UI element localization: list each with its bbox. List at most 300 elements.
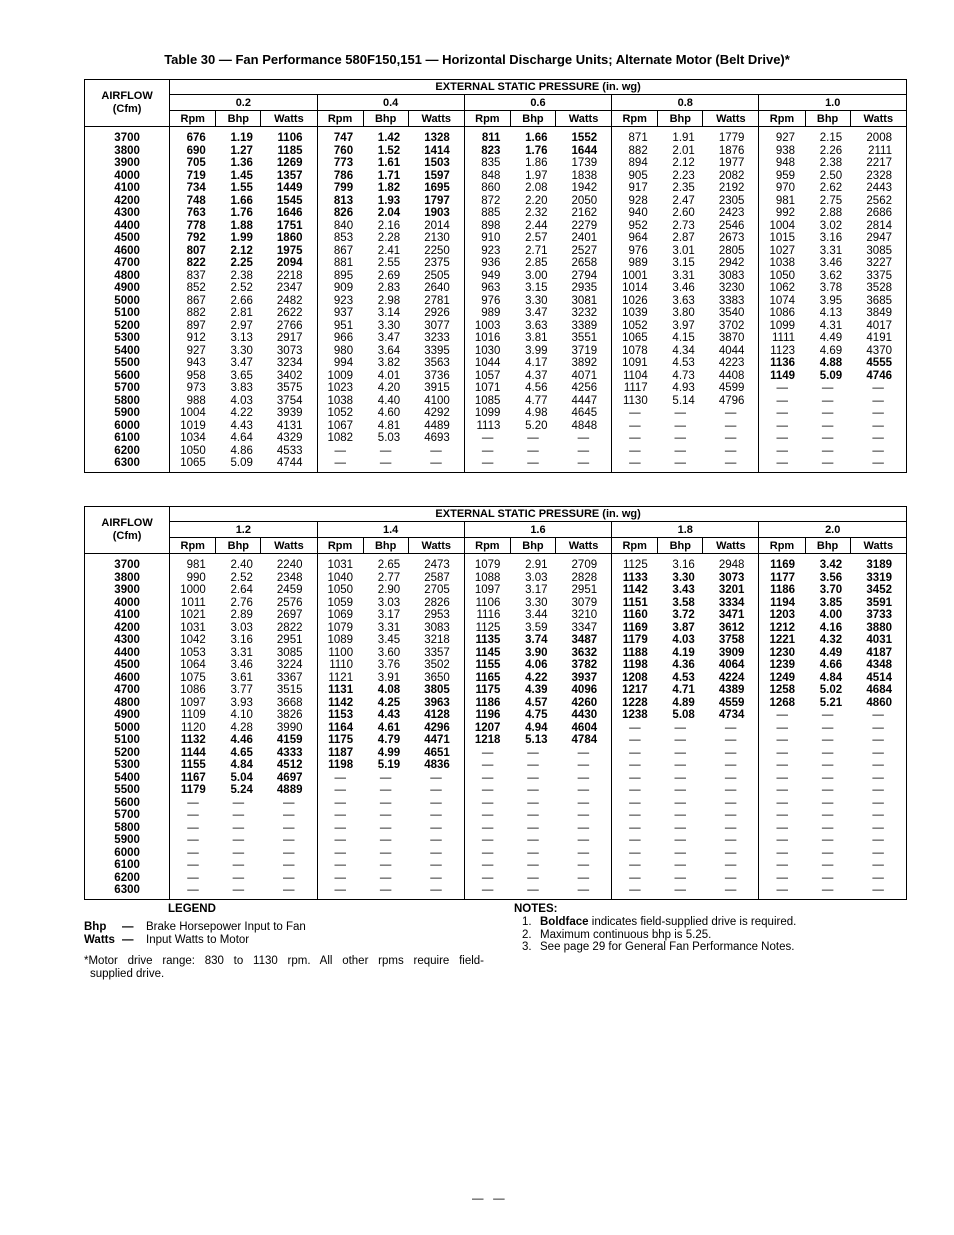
bhp-cell: 5.21 <box>819 696 843 709</box>
watts-cell: 3085 <box>866 244 892 257</box>
watts-cell: — <box>282 871 295 884</box>
bhp-cell: — <box>527 746 539 759</box>
watts-cell: 2328 <box>866 169 892 182</box>
rpm-cell: 837 <box>170 270 216 283</box>
rpm-cell: — <box>612 420 658 433</box>
rpm-cell: 872 <box>464 195 510 208</box>
rpm-cell: 1026 <box>612 295 658 308</box>
bhp-cell: 2.90 <box>377 584 401 596</box>
watts-cell: — <box>724 771 737 784</box>
watts-cell: 4447 <box>571 394 598 407</box>
page-number: — — <box>472 1193 505 1205</box>
rpm-cell: 976 <box>464 295 510 308</box>
bhp-cell: 4.15 <box>672 332 695 344</box>
watts-cell: — <box>872 771 884 784</box>
table-row <box>85 772 907 785</box>
watts-cell: 4223 <box>718 357 745 369</box>
bhp-cell: 3.31 <box>230 646 253 659</box>
bhp-cell: 3.30 <box>672 571 695 584</box>
bhp-cell: 1.42 <box>377 132 401 144</box>
rpm-cell: 867 <box>170 295 216 308</box>
table-row <box>85 220 907 233</box>
watts-cell: 4224 <box>718 671 745 684</box>
bhp-cell: 2.69 <box>377 269 401 282</box>
rpm-cell: 807 <box>170 245 216 258</box>
bhp-cell: 1.66 <box>230 194 253 207</box>
bhp-cell: — <box>674 859 687 871</box>
watts-cell: 4796 <box>718 394 745 407</box>
airflow-cell: 4900 <box>114 709 140 721</box>
watts-column-header: Watts <box>261 111 317 127</box>
rpm-cell: 823 <box>464 145 510 158</box>
rpm-cell: 852 <box>170 282 216 295</box>
rpm-cell: — <box>612 809 658 822</box>
rpm-cell: 676 <box>170 127 216 145</box>
rpm-cell: — <box>759 395 805 408</box>
rpm-cell: 1069 <box>317 609 363 622</box>
rpm-cell: 910 <box>464 232 510 245</box>
watts-cell: 3826 <box>276 709 303 721</box>
watts-cell: 2482 <box>276 294 303 307</box>
bhp-cell: 4.79 <box>377 734 401 746</box>
airflow-cell: 6200 <box>114 871 140 884</box>
bhp-cell: 3.31 <box>377 621 401 634</box>
watts-cell: 1751 <box>276 219 303 232</box>
bhp-cell: — <box>527 846 539 859</box>
watts-cell: 3736 <box>424 369 450 382</box>
legend <box>84 902 504 946</box>
bhp-column-header: Bhp <box>363 111 408 127</box>
airflow-cell: 4400 <box>114 219 140 232</box>
table-row <box>85 270 907 283</box>
bhp-cell: 3.46 <box>230 659 253 671</box>
rpm-cell: — <box>612 822 658 835</box>
watts-cell: 2473 <box>424 559 450 571</box>
bhp-cell: 2.91 <box>525 559 548 571</box>
bhp-cell: 3.46 <box>672 282 695 294</box>
bhp-cell: 3.99 <box>525 344 548 357</box>
rpm-cell: 981 <box>170 554 216 572</box>
rpm-cell: 867 <box>317 245 363 258</box>
bhp-column-header: Bhp <box>658 111 703 127</box>
rpm-cell: 1167 <box>170 772 216 785</box>
rpm-cell: 1238 <box>612 709 658 722</box>
watts-cell: 2162 <box>571 207 598 219</box>
watts-cell: 4604 <box>571 721 598 734</box>
bhp-cell: 4.34 <box>672 344 695 357</box>
rpm-cell: 989 <box>464 307 510 320</box>
watts-cell: 4512 <box>276 759 303 771</box>
airflow-cell: 5100 <box>114 307 140 319</box>
rpm-cell: — <box>612 884 658 899</box>
watts-cell: 3909 <box>718 646 745 659</box>
watts-cell: 3702 <box>718 319 745 332</box>
rpm-cell: — <box>464 834 510 847</box>
rpm-cell: 1125 <box>612 554 658 572</box>
rpm-cell: — <box>612 772 658 785</box>
rpm-cell: 822 <box>170 257 216 270</box>
rpm-cell: 1179 <box>612 634 658 647</box>
bhp-cell: — <box>821 419 834 432</box>
rpm-cell: 835 <box>464 157 510 170</box>
rpm-cell: 1149 <box>759 370 805 383</box>
rpm-column-header: Rpm <box>759 538 805 554</box>
bhp-cell: 5.09 <box>230 457 253 469</box>
table-row <box>85 709 907 722</box>
watts-cell: 4128 <box>424 709 450 721</box>
watts-cell: — <box>872 709 884 721</box>
table-row <box>85 609 907 622</box>
airflow-cell: 5400 <box>114 771 140 784</box>
watts-cell: — <box>577 834 590 846</box>
table-row <box>85 572 907 585</box>
bhp-cell: 1.52 <box>377 144 401 157</box>
watts-cell: 3758 <box>718 634 745 646</box>
bhp-cell: — <box>674 721 687 734</box>
watts-cell: — <box>724 407 737 419</box>
watts-cell: 2953 <box>424 609 450 621</box>
watts-cell: 3233 <box>424 332 450 344</box>
bhp-column-header: Bhp <box>805 538 850 554</box>
watts-cell: — <box>724 884 737 896</box>
rpm-cell: — <box>612 759 658 772</box>
watts-cell: 1860 <box>276 232 303 244</box>
bhp-cell: 2.64 <box>230 584 253 596</box>
bhp-cell: 3.81 <box>525 332 548 344</box>
rpm-cell: 1120 <box>170 722 216 735</box>
watts-cell: 4746 <box>866 369 892 382</box>
bhp-cell: — <box>379 846 392 859</box>
watts-cell: 4260 <box>571 696 598 709</box>
note-item <box>514 941 904 954</box>
rpm-cell: 1125 <box>464 622 510 635</box>
bhp-cell: 3.61 <box>230 671 253 684</box>
watts-cell: 2423 <box>718 207 745 219</box>
watts-cell: 4784 <box>571 734 598 746</box>
table-row <box>85 395 907 408</box>
bhp-cell: — <box>674 759 687 771</box>
bhp-cell: — <box>821 444 834 457</box>
bhp-cell: — <box>674 444 687 457</box>
watts-cell: — <box>724 834 737 846</box>
bhp-cell: 4.31 <box>819 319 843 332</box>
airflow-cell: 5200 <box>114 746 140 759</box>
watts-cell: 1646 <box>276 207 303 219</box>
rpm-cell: 992 <box>759 207 805 220</box>
watts-cell: 3452 <box>866 584 892 596</box>
rpm-cell: 958 <box>170 370 216 383</box>
watts-cell: 4693 <box>424 432 450 444</box>
watts-cell: 1977 <box>718 157 745 169</box>
watts-cell: 1328 <box>424 132 450 144</box>
table-row <box>85 307 907 320</box>
watts-cell: 4191 <box>866 332 892 344</box>
watts-cell: 4684 <box>866 684 892 696</box>
rpm-cell: 1067 <box>317 420 363 433</box>
watts-cell: — <box>430 859 442 871</box>
watts-cell: — <box>577 457 590 469</box>
bhp-cell: — <box>674 784 687 796</box>
bhp-cell: 4.36 <box>672 659 695 671</box>
rpm-cell: 1123 <box>759 345 805 358</box>
watts-cell: 3939 <box>276 407 303 419</box>
bhp-cell: 5.02 <box>819 684 843 696</box>
rpm-cell: — <box>612 834 658 847</box>
watts-cell: 3685 <box>866 294 892 307</box>
watts-cell: — <box>577 759 590 771</box>
rpm-cell: — <box>464 432 510 445</box>
watts-cell: — <box>430 444 442 457</box>
rpm-cell: 1030 <box>464 345 510 358</box>
watts-cell: 2111 <box>868 144 892 157</box>
watts-cell: 3880 <box>866 621 892 634</box>
bhp-cell: — <box>821 846 834 859</box>
watts-cell: 4044 <box>718 344 745 357</box>
bhp-cell: 2.12 <box>230 244 253 257</box>
bhp-cell: — <box>379 444 392 457</box>
rpm-cell: 994 <box>317 357 363 370</box>
rpm-cell: — <box>317 457 363 472</box>
rpm-cell: 1088 <box>464 572 510 585</box>
rpm-cell: 1104 <box>612 370 658 383</box>
watts-cell: 2527 <box>571 244 598 257</box>
rpm-cell: 951 <box>317 320 363 333</box>
bhp-cell: 5.24 <box>230 784 253 796</box>
watts-cell: — <box>872 834 884 846</box>
watts-cell: 4348 <box>866 659 892 671</box>
rpm-cell: 1057 <box>464 370 510 383</box>
watts-cell: 4489 <box>424 419 450 432</box>
watts-cell: — <box>282 834 295 846</box>
bhp-cell: 2.15 <box>819 132 843 144</box>
rpm-cell: 719 <box>170 170 216 183</box>
bhp-cell: 2.32 <box>525 207 548 219</box>
bhp-cell: 3.00 <box>525 269 548 282</box>
bhp-cell: — <box>379 457 392 469</box>
bhp-cell: — <box>821 746 834 759</box>
table-row <box>85 370 907 383</box>
rpm-cell: 840 <box>317 220 363 233</box>
airflow-cell: 4200 <box>114 194 140 207</box>
pressure-header: 0.2 <box>170 95 317 111</box>
rpm-cell: 1188 <box>612 647 658 660</box>
rpm-cell: 1130 <box>612 395 658 408</box>
bhp-cell: 2.71 <box>525 244 548 257</box>
rpm-cell: — <box>612 747 658 760</box>
bhp-cell: 3.60 <box>377 646 401 659</box>
rpm-cell: 1230 <box>759 647 805 660</box>
rpm-cell: 1164 <box>317 722 363 735</box>
watts-cell: 2505 <box>424 269 450 282</box>
watts-cell: — <box>430 871 442 884</box>
watts-cell: — <box>872 746 884 759</box>
bhp-cell: 4.16 <box>819 621 843 634</box>
watts-cell: 4744 <box>276 457 303 469</box>
bhp-cell: 3.13 <box>230 332 253 344</box>
note-item <box>514 929 904 942</box>
watts-cell: — <box>430 846 442 859</box>
bhp-cell: 4.77 <box>525 394 548 407</box>
watts-cell: 2686 <box>866 207 892 219</box>
rpm-cell: 1203 <box>759 609 805 622</box>
rpm-cell: 763 <box>170 207 216 220</box>
pressure-header: 1.8 <box>612 522 759 538</box>
legend-text: Input Watts to Motor <box>146 933 250 946</box>
bhp-cell: 4.73 <box>672 369 695 382</box>
bhp-column-header: Bhp <box>658 538 703 554</box>
table-row <box>85 157 907 170</box>
rpm-cell: 1065 <box>170 457 216 472</box>
bhp-cell: — <box>674 846 687 859</box>
bhp-cell: 3.97 <box>672 319 695 332</box>
rpm-cell: 1131 <box>317 684 363 697</box>
bhp-cell: — <box>527 859 539 871</box>
bhp-cell: 3.65 <box>230 369 253 382</box>
rpm-cell: — <box>170 847 216 860</box>
watts-cell: — <box>577 432 590 444</box>
bhp-cell: — <box>527 432 539 444</box>
bhp-cell: 5.13 <box>525 734 548 746</box>
watts-cell: 3395 <box>424 344 450 357</box>
rpm-cell: 1079 <box>464 554 510 572</box>
bhp-cell: 3.87 <box>672 621 695 634</box>
rpm-cell: 1089 <box>317 634 363 647</box>
bhp-cell: — <box>821 771 834 784</box>
airflow-cell: 5400 <box>114 344 140 357</box>
bhp-cell: 2.73 <box>672 219 695 232</box>
pressure-header: 1.2 <box>170 522 317 538</box>
watts-cell: 4071 <box>571 369 598 382</box>
airflow-cell: 6100 <box>114 432 140 444</box>
legend-item <box>84 934 504 947</box>
bhp-cell: 2.87 <box>672 232 695 244</box>
bhp-cell: 2.35 <box>672 182 695 194</box>
watts-cell: 2587 <box>424 571 450 584</box>
bhp-cell: 2.88 <box>819 207 843 219</box>
watts-cell: 3733 <box>866 609 892 621</box>
table-row <box>85 457 907 472</box>
rpm-cell: 952 <box>612 220 658 233</box>
bhp-cell: 2.60 <box>672 207 695 219</box>
watts-cell: 4187 <box>866 646 892 659</box>
bhp-cell: 3.93 <box>230 696 253 709</box>
watts-cell: 3990 <box>276 721 303 734</box>
rpm-cell: 813 <box>317 195 363 208</box>
watts-cell: — <box>872 432 884 444</box>
watts-column-header: Watts <box>408 538 464 554</box>
rpm-cell: 1097 <box>464 584 510 597</box>
watts-cell: 4333 <box>276 746 303 759</box>
rpm-cell: 811 <box>464 127 510 145</box>
rpm-cell: 1039 <box>612 307 658 320</box>
watts-cell: 2443 <box>866 182 892 194</box>
rpm-cell: 1100 <box>317 647 363 660</box>
note-text: indicates field-supplied drive is required. <box>588 916 797 928</box>
rpm-cell: 1082 <box>317 432 363 445</box>
airflow-cell: 4700 <box>114 257 140 269</box>
watts-cell: 4256 <box>571 382 598 394</box>
rpm-column-header: Rpm <box>317 538 363 554</box>
rpm-cell: 1062 <box>759 282 805 295</box>
table-row <box>85 127 907 145</box>
table-row <box>85 407 907 420</box>
pressure-header: 1.4 <box>317 522 464 538</box>
watts-cell: 4533 <box>276 444 303 457</box>
notes <box>514 903 904 954</box>
watts-cell: — <box>430 884 442 896</box>
rpm-cell: 980 <box>317 345 363 358</box>
rpm-cell: — <box>759 822 805 835</box>
bhp-cell: 2.44 <box>525 219 548 232</box>
watts-cell: — <box>724 859 737 871</box>
bhp-cell: 3.16 <box>230 634 253 646</box>
watts-cell: 3471 <box>718 609 745 621</box>
airflow-cell: 3900 <box>114 584 140 596</box>
rpm-cell: 1015 <box>759 232 805 245</box>
bhp-cell: 3.16 <box>672 559 695 571</box>
watts-cell: 3073 <box>276 344 303 357</box>
rpm-cell: — <box>170 809 216 822</box>
rpm-cell: 1186 <box>464 697 510 710</box>
watts-cell: — <box>872 846 884 859</box>
table-row <box>85 697 907 710</box>
airflow-cell: 5600 <box>114 796 140 809</box>
rpm-cell: 1239 <box>759 659 805 672</box>
rpm-cell: 1160 <box>612 609 658 622</box>
watts-cell: 1185 <box>277 144 303 157</box>
rpm-cell: 1228 <box>612 697 658 710</box>
rpm-cell: 897 <box>170 320 216 333</box>
fan-performance-table-high <box>84 506 907 900</box>
watts-cell: 4471 <box>424 734 450 746</box>
bhp-cell: 2.83 <box>377 282 401 294</box>
watts-cell: 2822 <box>276 621 303 634</box>
watts-cell: 2218 <box>276 269 303 282</box>
bhp-cell: 2.40 <box>230 559 253 571</box>
table-row <box>85 659 907 672</box>
rpm-cell: — <box>612 457 658 472</box>
bhp-cell: — <box>674 796 687 809</box>
rpm-cell: 1016 <box>464 332 510 345</box>
rpm-cell: 1165 <box>464 672 510 685</box>
bhp-cell: 4.88 <box>819 357 843 369</box>
rpm-cell: 937 <box>317 307 363 320</box>
bhp-cell: 4.43 <box>230 419 253 432</box>
bhp-cell: 2.75 <box>819 194 843 207</box>
bhp-cell: 3.15 <box>525 282 548 294</box>
watts-cell: 3849 <box>866 307 892 319</box>
watts-cell: 2240 <box>276 559 303 571</box>
watts-cell: 2347 <box>276 282 303 294</box>
watts-cell: 4514 <box>866 671 892 684</box>
airflow-cell: 3800 <box>114 144 140 157</box>
motor-footnote <box>84 955 484 980</box>
bhp-column-header: Bhp <box>363 538 408 554</box>
table-row <box>85 345 907 358</box>
watts-cell: — <box>577 859 590 871</box>
watts-cell: 4559 <box>718 696 745 709</box>
bhp-cell: 3.47 <box>525 307 548 319</box>
bhp-cell: 2.41 <box>377 244 401 257</box>
bhp-cell: 3.14 <box>377 307 401 319</box>
bhp-cell: 3.59 <box>525 621 548 634</box>
rpm-cell: 1004 <box>170 407 216 420</box>
rpm-cell: 1004 <box>759 220 805 233</box>
bhp-cell: — <box>379 884 392 896</box>
rpm-cell: 943 <box>170 357 216 370</box>
rpm-cell: 1113 <box>464 420 510 433</box>
rpm-cell: 1194 <box>759 597 805 610</box>
